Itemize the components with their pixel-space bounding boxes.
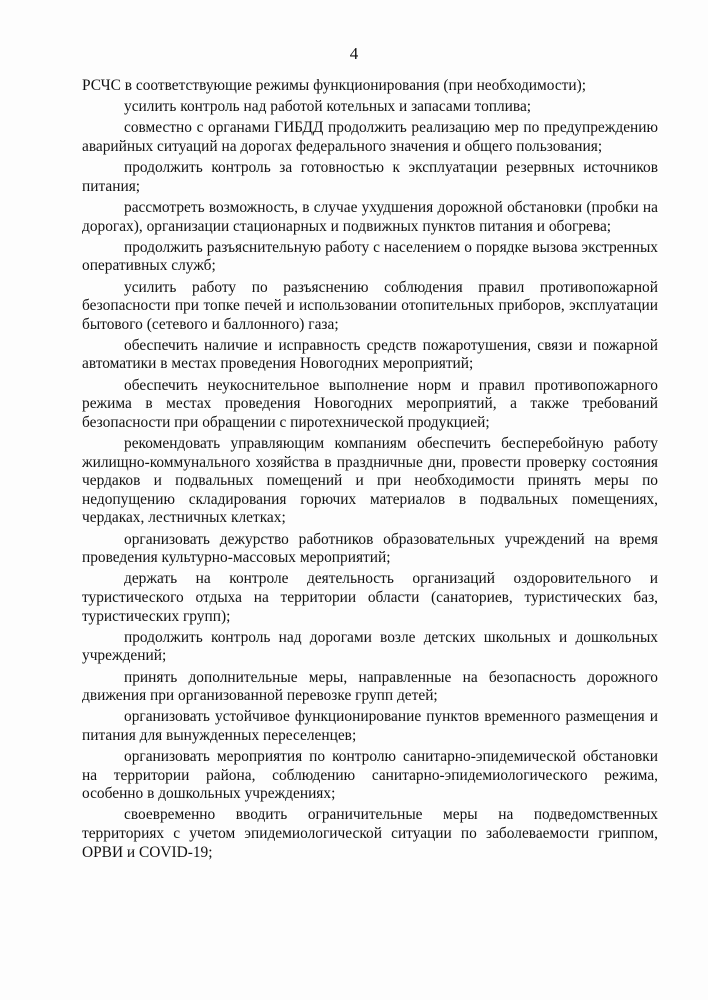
document-body (82, 77, 658, 865)
paragraph: совместно с органами ГИБДД продолжить реализацию мер по предупреждению аварийных ситуаций на дорогах федерального значения и общего пользования; (82, 119, 658, 155)
paragraph: обеспечить неукоснительное выполнение норм и правил противопожарного режима в местах проведения Новогодних мероприятий, а также требований безопасности при обращении с пиротехнической продукцией; (82, 376, 658, 431)
paragraph: организовать устойчивое функционирование пунктов временного размещения и питания для вынужденных переселенцев; (82, 708, 658, 744)
paragraph: организовать мероприятия по контролю санитарно-эпидемической обстановки на территории района, соблюдению санитарно-эпидемиологического режима, особенно в дошкольных учреждениях; (82, 748, 658, 803)
paragraph: принять дополнительные меры, направленные на безопасность дорожного движения при организованной перевозке групп детей; (82, 668, 658, 705)
paragraph: своевременно вводить ограничительные меры на подведомственных территориях с учетом эпидемиологической ситуации по заболеваемости гриппом, ОРВИ и COVID-19; (82, 806, 658, 861)
paragraph: усилить работу по разъяснению соблюдения правил противопожарной безопасности при топке печей и использовании отопительных приборов, эксплуатации бытового (сетевого и баллонного) газа; (82, 278, 658, 333)
paragraph: РСЧС в соответствующие режимы функционирования (при необходимости); (82, 77, 587, 94)
paragraph: продолжить контроль за готовностью к эксплуатации резервных источников питания; (82, 159, 658, 195)
paragraph: рассмотреть возможность, в случае ухудшения дорожной обстановки (пробки на дорогах), организации стационарных и подвижных пунктов питания и обогрева; (82, 198, 658, 235)
paragraph: организовать дежурство работников образовательных учреждений на время проведения культурно-массовых мероприятий; (82, 530, 658, 567)
paragraph: продолжить разъяснительную работу с населением о порядке вызова экстренных оперативных служб; (82, 238, 658, 275)
paragraph: держать на контроле деятельность организаций оздоровительного и туристического отдыха на территории области (санаториев, туристических баз, туристических групп); (82, 570, 658, 625)
paragraph: рекомендовать управляющим компаниям обеспечить бесперебойную работу жилищно-коммунального хозяйства в праздничные дни, провести проверку состояния чердаков и подвальных помещений и при необходимости принять меры по недопущению складирования горючих материалов в подвальных помещениях, чердаках, лестничных клетках; (82, 435, 658, 527)
paragraph: усилить контроль над работой котельных и запасами топлива; (124, 98, 532, 116)
page-number: 4 (349, 44, 359, 63)
paragraph: продолжить контроль над дорогами возле детских школьных и дошкольных учреждений; (82, 628, 658, 665)
paragraph: обеспечить наличие и исправность средств пожаротушения, связи и пожарной автоматики в местах проведения Новогодних мероприятий; (82, 336, 658, 373)
